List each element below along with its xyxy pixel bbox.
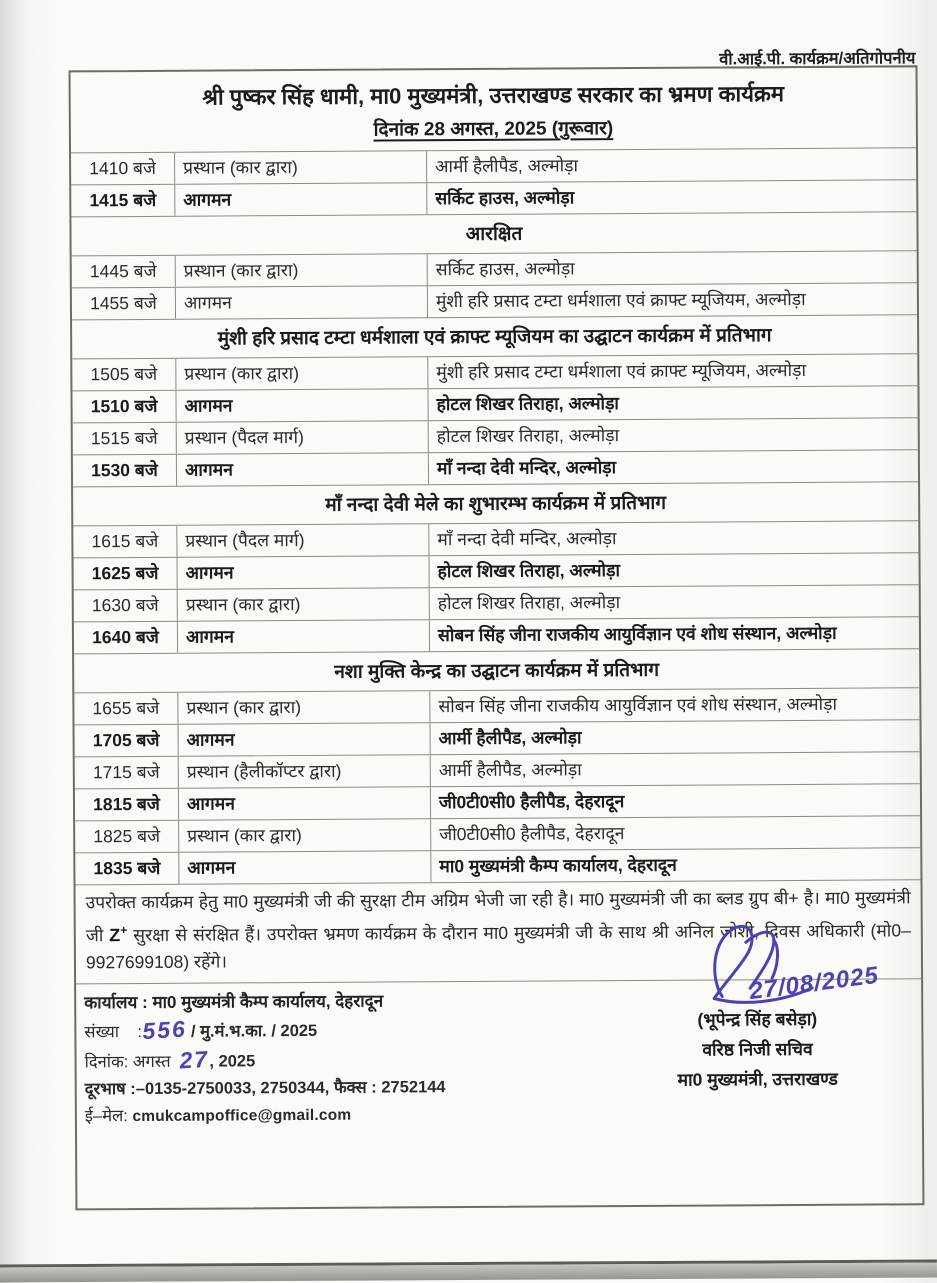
schedule-location: जी0टी0सी0 हैलीपैड, देहरादून [439, 823, 625, 845]
document-header [71, 67, 916, 152]
schedule-row [74, 584, 919, 621]
schedule-location: माँ नन्दा देवी मन्दिर, अल्मोड़ा [437, 528, 617, 550]
signatory-organisation: मा0 मुख्यमंत्री, उत्तराखण्ड [677, 1068, 838, 1090]
handwritten-issue-date: 27 [178, 1045, 211, 1074]
footer [76, 961, 922, 1130]
schedule-time: 1515 बजे [73, 423, 177, 455]
schedule-time: 1530 बजे [73, 455, 177, 487]
ref-number-colon: : [137, 1022, 143, 1041]
ref-number-suffix: / मु.मं.भ.का. / 2025 [190, 1021, 318, 1041]
schedule-section-header: माँ नन्दा देवी मेले का शुभारम्भ कार्यक्रम में प्रतिभाग [73, 481, 918, 525]
schedule-action: आगमन [179, 787, 431, 820]
schedule-row [72, 353, 917, 390]
z-plus-security-badge: Z+ [109, 922, 128, 945]
signatory-name: (भूपेन्द्र सिंह बसेड़ा) [697, 1008, 818, 1030]
schedule-table [71, 147, 920, 884]
schedule-location: जी0टी0सी0 हैलीपैड, देहरादून [438, 791, 625, 813]
schedule-action: प्रस्थान (कार द्वारा) [176, 357, 428, 390]
schedule-row [73, 449, 918, 486]
schedule-time: 1510 बजे [72, 391, 176, 423]
handwritten-signature-date: 27/08/2025 [747, 961, 881, 1005]
schedule-row [73, 417, 918, 454]
schedule-time: 1835 बजे [75, 853, 179, 885]
schedule-action: प्रस्थान (कार द्वारा) [178, 588, 430, 621]
schedule-location: मा0 मुख्यमंत्री कैम्प कार्यालय, देहरादून [439, 854, 677, 877]
schedule-location: सोबन सिंह जीना राजकीय आयुर्विज्ञान एवं शोध संस्थान, अल्मोड़ा [437, 622, 837, 646]
schedule-time: 1410 बजे [71, 153, 175, 185]
schedule-action: प्रस्थान (हैलीकॉप्टर द्वारा) [179, 755, 431, 788]
schedule-location: आर्मी हैलीपैड, अल्मोड़ा [435, 155, 579, 177]
page-title: श्री पुष्कर सिंह धामी, मा0 मुख्यमंत्री, उत्तराखण्ड सरकार का भ्रमण कार्यक्रम [202, 81, 785, 110]
schedule-location: मुंशी हरि प्रसाद टम्टा धर्मशाला एवं क्राफ्ट म्यूजियम, अल्मोड़ा [436, 359, 807, 383]
schedule-row [72, 385, 917, 422]
office-line: कार्यालय : मा0 मुख्यमंत्री कैम्प कार्यालय, देहरादून [84, 991, 384, 1012]
schedule-row [72, 282, 917, 319]
schedule-row [71, 179, 916, 216]
schedule-action: प्रस्थान (कार द्वारा) [175, 151, 427, 184]
schedule-location: होटल शिखर तिराहा, अल्मोड़ा [436, 425, 620, 447]
security-note-text-1: उपरोक्त कार्यक्रम हेतु मा0 मुख्यमंत्री जी की सुरक्षा टीम अग्रिम भेजी जा रही है। मा0 मुख्यमंत्री जी का ब्लड ग्रुप बी+ है। मा0 मुख्यमंत्री जी [85, 887, 911, 945]
schedule-action: प्रस्थान (कार द्वारा) [176, 254, 428, 287]
schedule-action: आगमन [177, 453, 429, 486]
schedule-row [75, 815, 920, 852]
schedule-time: 1625 बजे [73, 558, 177, 590]
schedule-action: आगमन [179, 851, 431, 884]
schedule-location: होटल शिखर तिराहा, अल्मोड़ा [437, 560, 621, 582]
schedule-time: 1815 बजे [75, 789, 179, 821]
schedule-time: 1705 बजे [75, 725, 179, 757]
schedule-action: प्रस्थान (पैदल मार्ग) [177, 524, 429, 557]
schedule-location: आर्मी हैलीपैड, अल्मोड़ा [438, 727, 582, 749]
schedule-action: आगमन [177, 556, 429, 589]
schedule-location: होटल शिखर तिराहा, अल्मोड़ा [437, 592, 621, 614]
schedule-row [74, 687, 919, 724]
schedule-time: 1640 बजे [74, 622, 178, 654]
schedule-location: आर्मी हैलीपैड, अल्मोड़ा [438, 759, 582, 781]
itinerary-table-box [69, 65, 925, 1210]
schedule-time: 1415 बजे [71, 185, 175, 217]
schedule-action: प्रस्थान (कार द्वारा) [179, 819, 431, 852]
schedule-action: आगमन [179, 723, 431, 756]
schedule-time: 1455 बजे [72, 288, 176, 320]
schedule-time: 1825 बजे [75, 821, 179, 853]
schedule-action: प्रस्थान (कार द्वारा) [178, 691, 430, 724]
schedule-row [71, 147, 916, 184]
schedule-row [75, 847, 920, 884]
schedule-location: सर्किट हाउस, अल्मोड़ा [435, 187, 575, 209]
schedule-action: प्रस्थान (पैदल मार्ग) [177, 421, 429, 454]
schedule-row [72, 250, 917, 287]
schedule-location: सोबन सिंह जीना राजकीय आयुर्विज्ञान एवं शोध संस्थान, अल्मोड़ा [438, 693, 838, 717]
schedule-row [73, 552, 918, 589]
schedule-time: 1715 बजे [75, 757, 179, 789]
schedule-row [75, 751, 920, 788]
email-label: ई–मेल: [84, 1106, 128, 1125]
schedule-action: आगमन [176, 389, 428, 422]
date-heading: दिनांक 28 अगस्त, 2025 (गुरूवार) [373, 118, 614, 141]
photo-bottom-edge [0, 1260, 937, 1283]
security-note-text-2: सुरक्षा से संरक्षित हैं। उपरोक्त भ्रमण कार्यक्रम के दौरान मा0 मुख्यमंत्री जी के साथ श्री अनिल जोशी, दिवस अधिकारी (मो0–9927699108) रहेंगे। [85, 919, 911, 973]
schedule-row [75, 719, 920, 756]
schedule-section-header: नशा मुक्ति केन्द्र का उद्घाटन कार्यक्रम में प्रतिभाग [74, 648, 919, 692]
schedule-time: 1505 बजे [72, 359, 176, 391]
issue-date-label: दिनांक: अगस्त [84, 1052, 171, 1071]
email-line [85, 1098, 922, 1130]
schedule-action: आगमन [178, 620, 430, 653]
phone-line: दूरभाष :–0135-2750033, 2750344, फैक्स : 2752144 [84, 1077, 446, 1098]
schedule-action: आगमन [175, 183, 427, 216]
schedule-section-header: आरक्षित [71, 211, 916, 255]
schedule-time: 1615 बजे [73, 526, 177, 558]
schedule-location: सर्किट हाउस, अल्मोड़ा [435, 258, 575, 280]
schedule-time: 1655 बजे [74, 693, 178, 725]
schedule-location: होटल शिखर तिराहा, अल्मोड़ा [436, 393, 619, 415]
schedule-section-header: मुंशी हरि प्रसाद टम्टा धर्मशाला एवं क्राफ्ट म्यूजियम का उद्घाटन कार्यक्रम में प्रतिभाग [72, 314, 917, 358]
schedule-time: 1630 बजे [74, 590, 178, 622]
signature-block [607, 917, 908, 1095]
signatory-designation: वरिष्ठ निजी सचिव [702, 1038, 813, 1060]
ref-number-label: संख्या [84, 1022, 120, 1041]
email-address: cmukcampoffice@gmail.com [132, 1106, 352, 1125]
schedule-location: माँ नन्दा देवी मन्दिर, अल्मोड़ा [436, 457, 617, 479]
schedule-row [73, 520, 918, 557]
handwritten-ref-number: 556 [141, 1015, 188, 1044]
schedule-location: मुंशी हरि प्रसाद टम्टा धर्मशाला एवं क्राफ्ट म्यूजियम, अल्मोड़ा [435, 288, 806, 312]
classification-banner: वी.आई.पी. कार्यक्रम/अतिगोपनीय [719, 49, 916, 69]
issue-date-suffix: , 2025 [209, 1051, 256, 1071]
schedule-time: 1445 बजे [72, 256, 176, 288]
schedule-row [75, 783, 920, 820]
schedule-action: आगमन [176, 286, 428, 319]
schedule-row [74, 616, 919, 653]
